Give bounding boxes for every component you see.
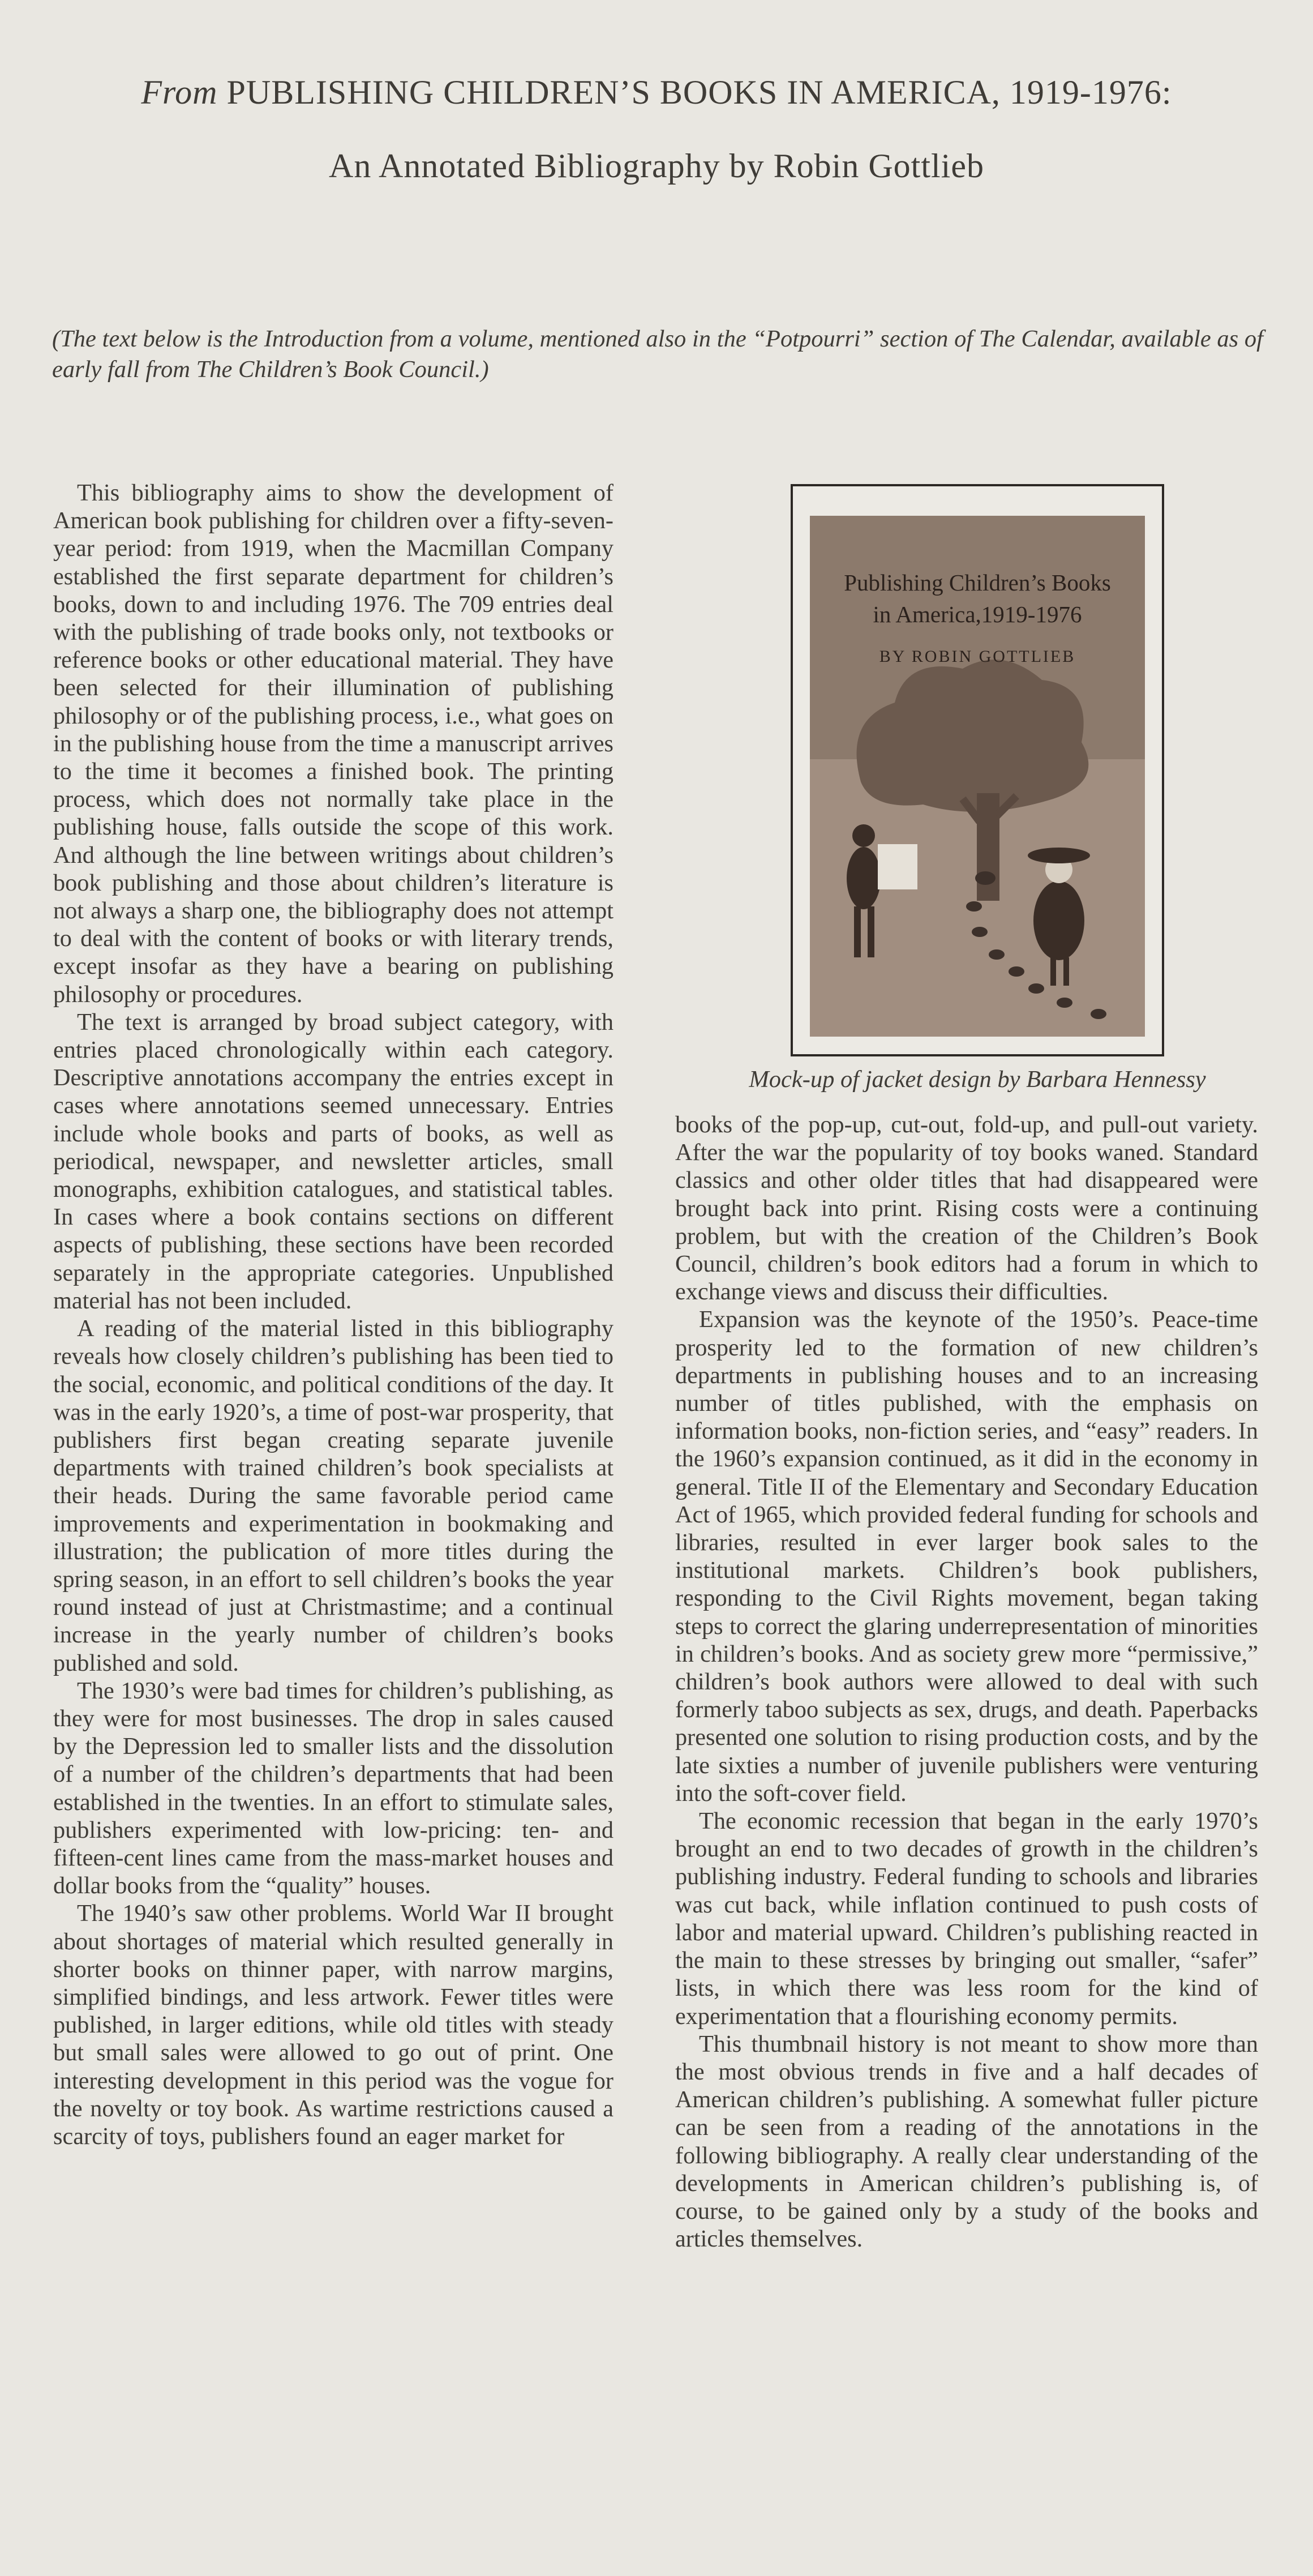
document-title xyxy=(0,69,1313,115)
paragraph-4: The 1930’s were bad times for children’s publishing, as they were for most businesses. The drop in sales caused by the Depression led to smaller lists and the dissolution of a number of the children’s departments that had been established in the twenties. In an effort to stimulate sales, publishers experimented with low-pricing: ten- and fifteen-cent lines came from the mass-market houses and dollar books from the “quality” houses. xyxy=(53,1677,613,1899)
introductory-note: (The text below is the Introduction from a volume, mentioned also in the “Potpourri” section of The Calendar, available as of early fall from The Children’s Book Council.) xyxy=(52,326,1263,383)
paragraph-7: The economic recession that began in the early 1970’s brought an end to two decades of growth in the children’s publishing industry. Federal funding to schools and libraries was cut back, while inflation continued to push costs of labor and material upward. Children’s publishing reacted in the main to these stresses by bringing out smaller, “safer” lists, in which there was less room for the kind of experimentation that a flourishing economy permits. xyxy=(675,1808,1258,2030)
title-prefix: From xyxy=(141,74,218,111)
cover-title-line-1: Publishing Children’s Books xyxy=(844,570,1111,596)
book-jacket-figure xyxy=(791,484,1164,1056)
paragraph-1: This bibliography aims to show the development of American book publishing for children over a fifty-seven-year period: from 1919, when the Macmillan Company established the first separate department for children’s books, down to and including 1976. The 709 entries deal with the publishing of trade books only, not textbooks or reference books or other educational material. They have been selected for their illumination of publishing philosophy or of the publishing process, i.e., what goes on in the publishing house from the time a manuscript arrives to the time it becomes a finished book. The printing process, which does not normally take place in the publishing house, falls outside the scope of this work. And although the line between writings about children’s book publishing and those about children’s literature is not always a sharp one, the bibliography does not attempt to deal with the content of books or with literary trends, except insofar as they have a bearing on publishing philosophy or procedures. xyxy=(53,480,613,1008)
paragraph-2: The text is arranged by broad subject category, with entries placed chronologically within each category. Descriptive annotations accompany the entries except in cases where annotations seemed unnecessary. Entries include whole books and parts of books, as well as periodical, newspaper, and newsletter articles, small monographs, exhibition catalogues, and statistical tables. In cases where a book contains sections on different aspects of publishing, these sections have been recorded separately in the appropriate categories. Unpublished material has not been included. xyxy=(53,1008,613,1314)
cover-title xyxy=(810,567,1145,630)
left-column xyxy=(53,479,613,2150)
figure-caption: Mock-up of jacket design by Barbara Hennessy xyxy=(749,1066,1206,1093)
cover-author: BY ROBIN GOTTLIEB xyxy=(879,647,1076,666)
title-main: PUBLISHING CHILDREN’S BOOKS IN AMERICA, 1919-1976: xyxy=(226,74,1172,111)
paragraph-5-continued: books of the pop-up, cut-out, fold-up, and pull-out variety. After the war the popularity of toy books waned. Standard classics and other older titles that had disappeared were brought back into print. Rising costs were a continuing problem, but with the creation of the Children’s Book Council, children’s book editors had a forum in which to exchange views and discuss their difficulties. xyxy=(675,1111,1258,1306)
paragraph-3: A reading of the material listed in this bibliography reveals how closely children’s publishing has been tied to the social, economic, and political conditions of the day. It was in the early 1920’s, a time of post-war prosperity, that publishers first began creating separate juvenile departments with trained children’s book specialists at their heads. During the same favorable period came improvements and experimentation in bookmaking and illustration; the publication of more titles during the spring season, in an effort to sell children’s books the year round instead of just at Christmastime; and a continual increase in the yearly number of children’s books published and sold. xyxy=(53,1315,613,1676)
cover-title-line-2: in America,1919-1976 xyxy=(873,601,1082,627)
paragraph-8: This thumbnail history is not meant to show more than the most obvious trends in five and a half decades of American children’s publishing. A somewhat fuller picture can be seen from a reading of the annotations in the following bibliography. A really clear understanding of the developments in American children’s publishing is, of course, to be gained only by a study of the books and articles themselves. xyxy=(675,2030,1258,2253)
right-column xyxy=(675,1111,1258,2253)
paragraph-5-start: The 1940’s saw other problems. World War II brought about shortages of material which resulted generally in shorter books on thinner paper, with narrow margins, simplified bindings, and less artwork. Fewer titles were published, in larger editions, while old titles with steady but small sales were allowed to go out of print. One interesting development in this period was the vogue for the novelty or toy book. As wartime restrictions caused a scarcity of toys, publishers found an eager market for xyxy=(53,1900,613,2150)
book-cover-image xyxy=(810,516,1145,1037)
paragraph-6: Expansion was the keynote of the 1950’s. Peace-time prosperity led to the formation of new children’s departments in publishing houses and to an increasing number of titles published, with the emphasis on information books, non-fiction series, and “easy” readers. In the 1960’s expansion continued, as it did in the economy in general. Title II of the Elementary and Secondary Education Act of 1965, which provided federal funding for schools and libraries, resulted in ever larger book sales to the institutional markets. Children’s book publishers, responding to the Civil Rights movement, began taking steps to correct the glaring underrepresentation of minorities in children’s books. And as society grew more “permissive,” children’s book authors were allowed to deal with such formerly taboo subjects as sex, drugs, and death. Paperbacks presented one solution to rising production costs, and by the late sixties a number of juvenile publishers were venturing into the soft-cover field. xyxy=(675,1306,1258,1807)
document-subtitle: An Annotated Bibliography by Robin Gottlieb xyxy=(329,147,984,185)
